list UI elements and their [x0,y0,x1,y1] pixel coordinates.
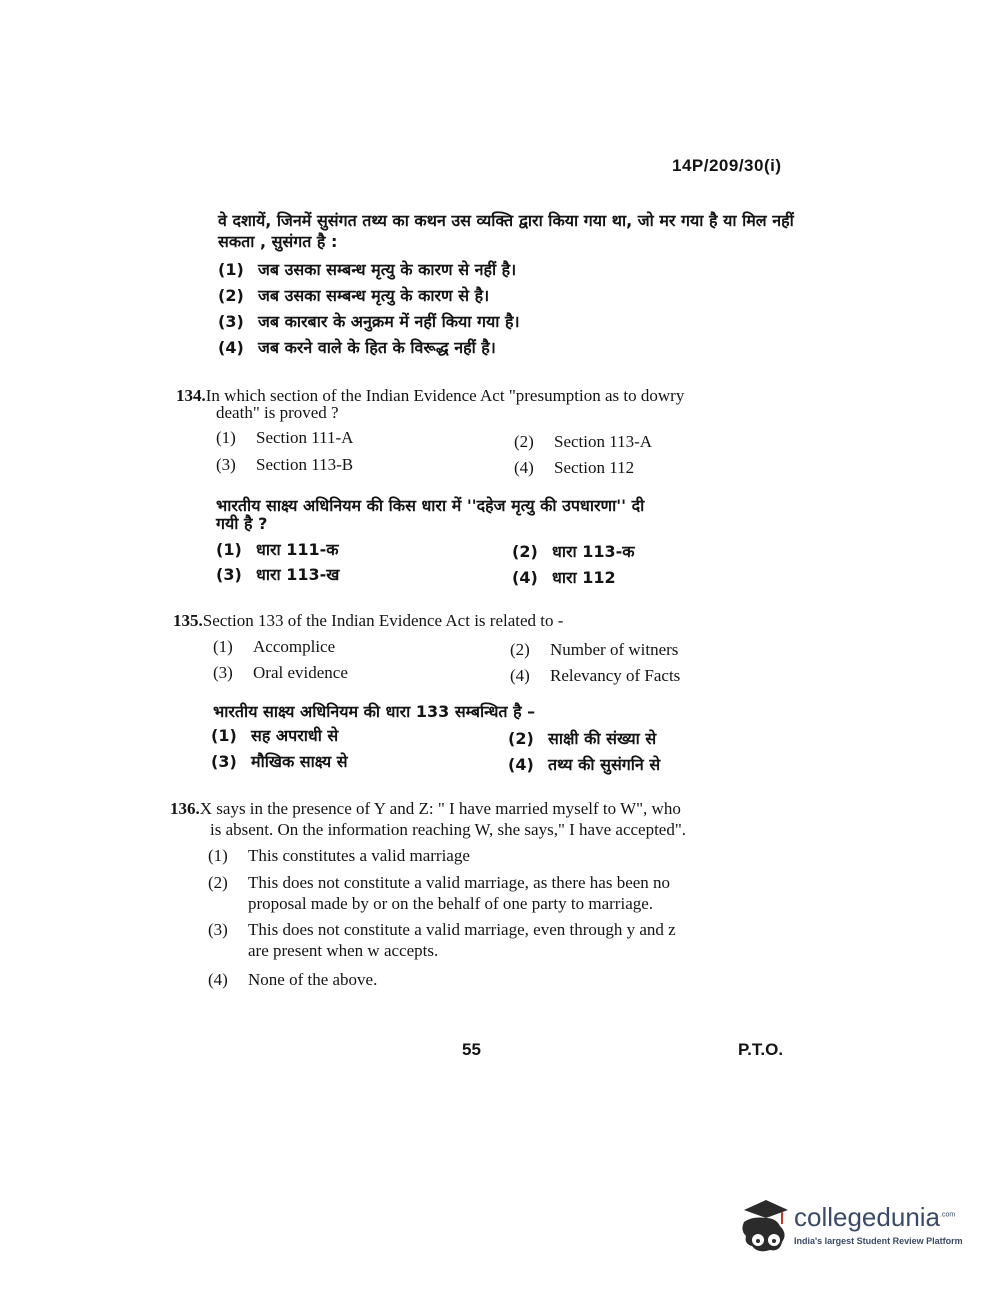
q135-question: 135.Section 133 of the Indian Evidence Act is related to - [173,611,564,630]
paper-code: 14P/209/30(i) [672,156,782,175]
collegedunia-logo [736,1196,966,1260]
q136-question-line1: 136.X says in the presence of Y and Z: " I have married myself to W", who [170,799,681,818]
prev-question-text: वे दशायें, जिनमें सुसंगत तथ्य का कथन उस व्यक्ति द्वारा किया गया था, जो मर गया है या मिल नहीं सकता , सुसंगत है : [218,211,794,251]
prev-option-3: (3) जब कारबार के अनुक्रम में नहीं किया गया है। [218,312,520,331]
q136-option-1: (1) This constitutes a valid marriage [208,846,470,865]
mascot-icon [736,1196,792,1260]
q134-option-2: (2) Section 113-A [514,432,653,451]
q136-option-2: (2) This does not constitute a valid marriage, as there has been no [208,873,671,892]
prev-option-2: (2) जब उसका सम्बन्ध मृत्यु के कारण से है। [218,286,490,305]
q136-number: 136. [170,799,200,818]
q134-option-4: (4) Section 112 [514,458,635,477]
q134-hindi-option-3: (3) धारा 113-ख [216,565,340,584]
q136-option-2-line2: proposal made by or on the behalf of one party to marriage. [248,894,654,913]
q134-hindi-line2: गयी है ? [216,514,268,533]
q135-number: 135. [173,611,203,630]
q134-question-line2: death" is proved ? [216,403,339,422]
q136-option-3-line2: are present when w accepts. [248,941,439,960]
q134-question-line1: 134.In which section of the Indian Evidence Act "presumption as to dowry [176,386,685,405]
q136-question-line2: is absent. On the information reaching W, she says," I have accepted". [210,820,687,839]
q135-option-4: (4) Relevancy of Facts [510,666,681,685]
prev-option-4: (4) जब करने वाले के हित के विरूद्ध नहीं है। [218,338,496,357]
q136-option-3: (3) This does not constitute a valid marriage, even through y and z [208,920,676,939]
q135-option-2: (2) Number of witners [510,640,679,659]
q135-hindi-option-3: (3) मौखिक साक्ष्य से [211,752,348,771]
prev-option-1: (1) जब उसका सम्बन्ध मृत्यु के कारण से नहीं है। [218,260,517,279]
q134-hindi-option-2: (2) धारा 113-क [512,542,635,561]
q135-option-1: (1) Accomplice [213,637,336,656]
logo-tagline: India's largest Student Review Platform [794,1236,963,1246]
q134-number: 134. [176,386,206,405]
logo-wordmark: collegedunia$^{.com}$ [794,1202,956,1232]
q134-option-3: (3) Section 113-B [216,455,354,474]
q135-hindi-option-2: (2) साक्षी की संख्या से [508,729,657,748]
q135-hindi-option-1: (1) सह अपराधी से [211,726,339,745]
q134-hindi-option-4: (4) धारा 112 [512,568,616,587]
q136-option-4: (4) None of the above. [208,970,378,989]
q135-hindi-option-4: (4) तथ्य की सुसंगनि से [508,755,661,774]
q134-hindi-line1: भारतीय साक्ष्य अधिनियम की किस धारा में ''दहेज मृत्यु की उपधारणा'' दी [216,496,645,515]
page-number: 55 [462,1040,481,1059]
pto-label: P.T.O. [738,1040,784,1059]
q134-hindi-option-1: (1) धारा 111-क [216,540,339,559]
q135-option-3: (3) Oral evidence [213,663,348,682]
q135-hindi: भारतीय साक्ष्य अधिनियम की धारा 133 सम्बन्धित है – [213,702,536,721]
q134-option-1: (1) Section 111-A [216,428,354,447]
